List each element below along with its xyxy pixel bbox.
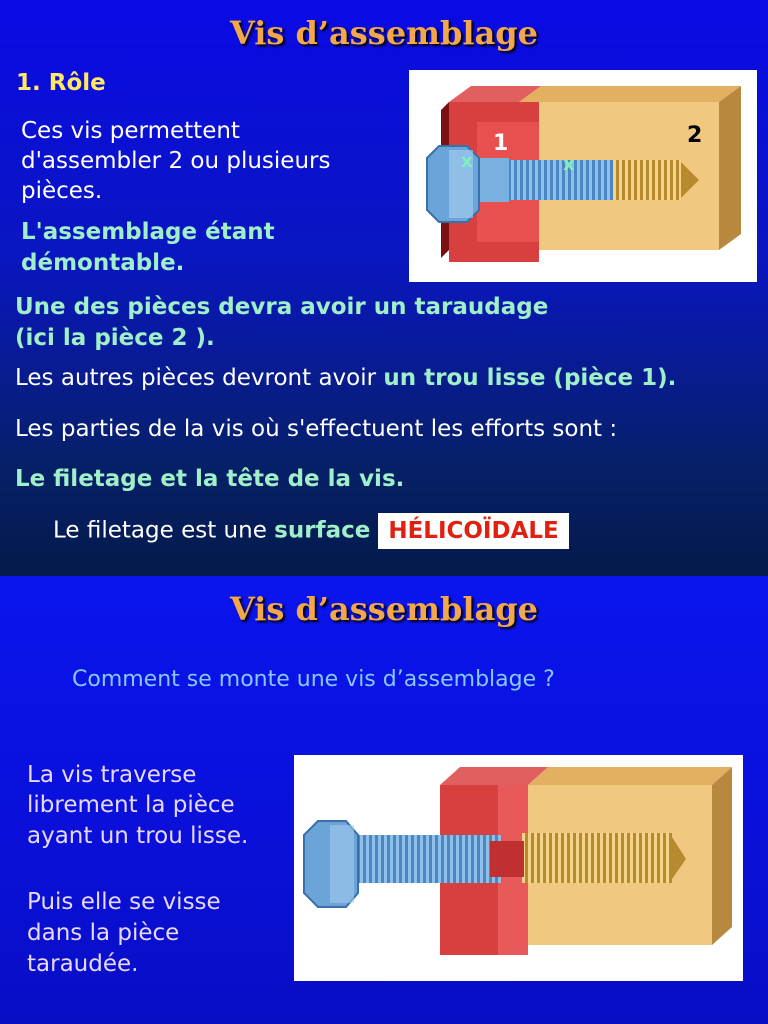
trou-highlight: un trou lisse (pièce 1). [383,365,677,391]
section-heading: 1. Rôle [16,70,106,96]
assembly-figure-2 [294,755,743,981]
part-1-hole [490,841,524,877]
para2-line-2: dans la pièce [27,920,180,946]
taraudage-line-2: (ici la pièce 2 ). [15,325,215,351]
intro-line-3: pièces. [21,178,103,204]
surface-prefix: Le filetage est une [53,517,275,544]
intro-line-1: Ces vis permettent [21,118,240,144]
part-2-side [719,86,741,250]
para1-line-2: librement la pièce [27,792,235,818]
screw-thread [505,160,613,200]
assembly-illustration-1 [409,70,757,282]
surface-line [53,513,569,549]
surface-word: surface [274,517,371,544]
efforts-line: Les parties de la vis où s'effectuent les efforts sont : [15,416,618,442]
taraudage-line-1: Une des pièces devra avoir un taraudage [15,294,549,320]
tapped-thread [613,160,681,200]
figure-label-2: 2 [687,123,703,148]
slide-2 [0,576,768,1024]
assembly-illustration-2 [294,755,743,981]
part-2-top [528,767,732,785]
slide-2-title: Vis d’assemblage [229,590,539,628]
demontable-line-1: L'assemblage étant [21,219,275,245]
helicoidale-badge: HÉLICOÏDALE [378,513,568,549]
part-2-top [519,86,741,102]
para1-line-3: ayant un trou lisse. [27,823,249,849]
question-line: Comment se monte une vis d’assemblage ? [72,667,555,692]
demontable-line-2: démontable. [21,250,185,276]
figure-label-1: 1 [493,131,509,156]
para2-line-3: taraudée. [27,951,139,977]
intro-line-2: d'assembler 2 ou plusieurs [21,148,331,174]
screw-thread [352,835,502,883]
filetage-tete-line: Le filetage et la tête de la vis. [15,466,405,492]
trou-prefix: Les autres pièces devront avoir [15,365,384,391]
contact-mark-thread: x [563,154,575,175]
screw-head-facet [330,825,354,903]
assembly-figure-1 [409,70,757,282]
tapped-thread [522,833,672,883]
slide-1-title: Vis d’assemblage [229,14,539,52]
para2-line-1: Puis elle se visse [27,889,221,915]
trou-lisse-line [15,363,676,394]
para1-line-1: La vis traverse [27,762,197,788]
part-2-side [712,767,732,945]
contact-mark-head: x [461,151,473,172]
